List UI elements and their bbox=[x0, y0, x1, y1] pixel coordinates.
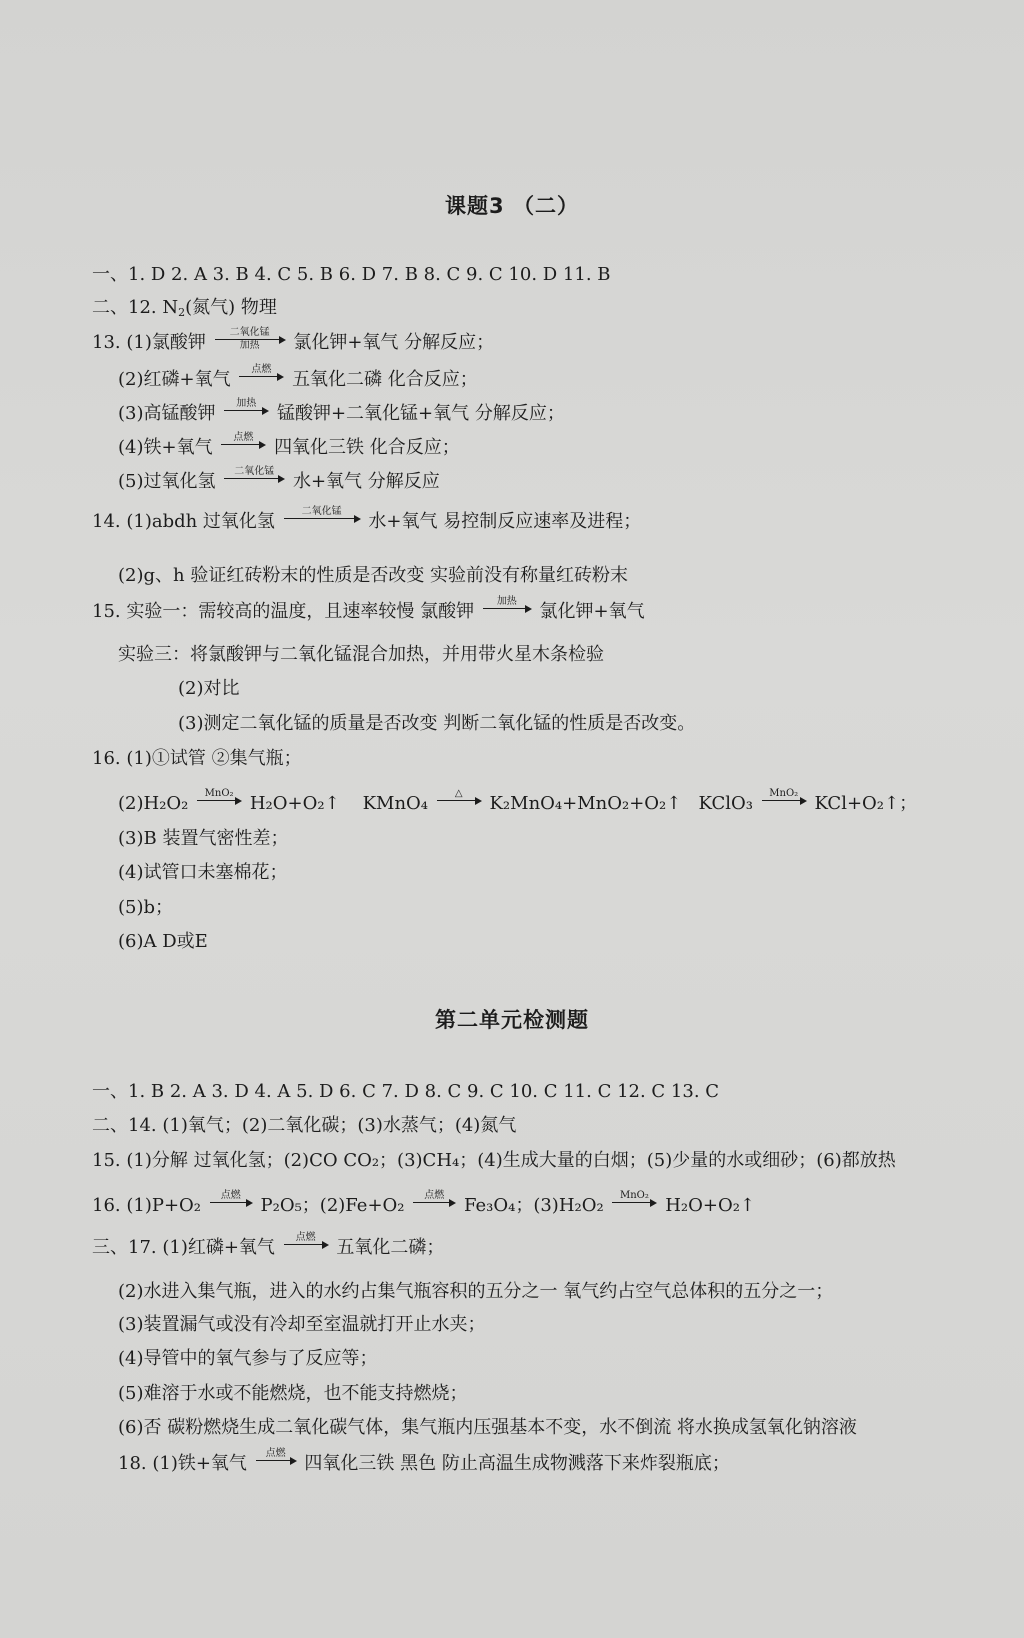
arrow-shaft bbox=[256, 1460, 291, 1461]
arrow-condition-top: MnO₂ bbox=[204, 788, 234, 799]
section-title-2: 第二单元检测题 bbox=[435, 1008, 589, 1032]
text-segment: 五氧化二磷； bbox=[336, 1237, 445, 1258]
equation-line bbox=[92, 1234, 444, 1262]
arrow-condition-top: 二氧化锰 bbox=[301, 506, 342, 517]
arrow-shaft bbox=[221, 444, 260, 445]
reaction-arrow bbox=[210, 1190, 252, 1218]
arrow-condition-top: MnO₂ bbox=[769, 788, 799, 799]
answer-line: (6)否 碳粉燃烧生成二氧化碳气体，集气瓶内压强基本不变，水不倒流 将水换成氢氧化钠溶液 bbox=[118, 1417, 857, 1438]
answer-line: (3)装置漏气或没有冷却至室温就打开止水夹； bbox=[118, 1314, 486, 1335]
arrow-condition-top: △ bbox=[454, 788, 463, 799]
text-segment: 18. (1)铁+氧气 bbox=[118, 1453, 247, 1474]
reaction-arrow bbox=[284, 1232, 328, 1260]
text-segment: 锰酸钾+二氧化锰+氧气 分解反应； bbox=[276, 403, 565, 424]
formula: P₂O₅；(2)Fe+O₂ bbox=[260, 1195, 405, 1216]
formula: H₂O+O₂↑ bbox=[665, 1195, 755, 1216]
text-segment: 三、17. (1)红磷+氧气 bbox=[92, 1237, 275, 1258]
formula: P+O₂ bbox=[151, 1195, 202, 1216]
reaction-arrow bbox=[413, 1190, 455, 1218]
arrow-condition-top: MnO₂ bbox=[620, 1190, 649, 1201]
reaction-arrow bbox=[221, 432, 265, 460]
reaction-arrow bbox=[224, 466, 284, 494]
equation-line bbox=[118, 400, 565, 428]
formula: KCl+O₂↑； bbox=[814, 793, 918, 814]
arrow-shaft bbox=[197, 800, 236, 801]
formula: K₂MnO₄+MnO₂+O₂↑ bbox=[489, 793, 682, 814]
arrow-condition-bottom: 加热 bbox=[239, 340, 260, 351]
arrow-condition-top: 点燃 bbox=[424, 1190, 445, 1201]
reaction-arrow bbox=[437, 788, 481, 816]
arrow-condition-top: 加热 bbox=[236, 398, 257, 409]
text-segment: (3)高锰酸钾 bbox=[118, 403, 216, 424]
reaction-arrow bbox=[612, 1190, 656, 1218]
reaction-arrow bbox=[256, 1448, 296, 1476]
text-segment: 氯化钾+氧气 分解反应； bbox=[293, 332, 495, 353]
formula: KMnO₄ bbox=[362, 793, 429, 814]
text-segment: 水+氧气 分解反应 bbox=[292, 471, 440, 492]
answer-line: (4)导管中的氧气参与了反应等； bbox=[118, 1348, 378, 1369]
answer-line: 15. (1)分解 过氧化氢；(2)CO CO₂；(3)CH₄；(4)生成大量的白烟；(5)少量的水或细砂；(6)都放热 bbox=[92, 1150, 896, 1171]
text-segment: 水+氧气 易控制反应速率及进程； bbox=[368, 511, 642, 532]
arrow-condition-top: 二氧化锰 bbox=[229, 327, 270, 338]
answer-line: 16. (1)①试管 ②集气瓶； bbox=[92, 748, 302, 769]
subscript: 2 bbox=[178, 306, 186, 319]
text-segment: 二、12. N bbox=[92, 297, 179, 318]
equation-line bbox=[92, 1192, 755, 1220]
reaction-arrow bbox=[284, 506, 360, 534]
text-segment: (5)过氧化氢 bbox=[118, 471, 216, 492]
equation-line bbox=[92, 329, 494, 357]
formula: H₂O₂ bbox=[143, 793, 189, 814]
text-segment: 15. 实验一：需较高的温度，且速率较慢 氯酸钾 bbox=[92, 601, 475, 622]
reaction-arrow bbox=[197, 788, 241, 816]
arrow-condition-top: 点燃 bbox=[265, 1448, 286, 1459]
arrow-shaft bbox=[210, 1202, 247, 1203]
equation-line bbox=[92, 508, 641, 536]
arrow-shaft bbox=[239, 376, 278, 377]
equation-line bbox=[92, 598, 645, 626]
equation-line bbox=[118, 366, 478, 394]
arrow-shaft bbox=[612, 1202, 651, 1203]
formula: KClO₃ bbox=[698, 793, 753, 814]
formula: H₂O+O₂↑ bbox=[249, 793, 340, 814]
arrow-condition-top: 点燃 bbox=[295, 1232, 316, 1243]
reaction-arrow bbox=[483, 596, 531, 624]
arrow-shaft bbox=[224, 410, 263, 411]
answer-line: (2)对比 bbox=[178, 678, 240, 699]
answer-line: (4)试管口未塞棉花； bbox=[118, 862, 288, 883]
arrow-shaft bbox=[224, 478, 279, 479]
answer-line: (2)水进入集气瓶，进入的水约占集气瓶容积的五分之一 氧气约占空气总体积的五分之一； bbox=[118, 1281, 834, 1302]
arrow-shaft bbox=[284, 1244, 323, 1245]
answer-line: (2)g、h 验证红砖粉末的性质是否改变 实验前没有称量红砖粉末 bbox=[118, 565, 629, 586]
text-segment: 氯化钾+氧气 bbox=[539, 601, 645, 622]
equation-line bbox=[118, 790, 917, 818]
arrow-shaft bbox=[762, 800, 801, 801]
reaction-arrow bbox=[239, 364, 283, 392]
arrow-condition-top: 点燃 bbox=[220, 1190, 241, 1201]
answer-line: (3)测定二氧化锰的质量是否改变 判断二氧化锰的性质是否改变。 bbox=[178, 713, 696, 734]
arrow-shaft bbox=[215, 339, 280, 340]
answer-line: 一、1. B 2. A 3. D 4. A 5. D 6. C 7. D 8. C 9. C 10. C 11. C 12. C 13. C bbox=[92, 1081, 720, 1102]
reaction-arrow bbox=[762, 788, 806, 816]
answer-line: 实验三：将氯酸钾与二氧化锰混合加热，并用带火星木条检验 bbox=[118, 644, 604, 665]
arrow-condition-top: 点燃 bbox=[233, 432, 254, 443]
text-segment: 13. (1)氯酸钾 bbox=[92, 332, 206, 353]
formula: Fe₃O₄；(3)H₂O₂ bbox=[463, 1195, 604, 1216]
section-title-1: 课题3 （二） bbox=[445, 194, 579, 218]
answer-line: (6)A D或E bbox=[118, 931, 208, 952]
text-segment: (2) bbox=[118, 793, 144, 814]
text-segment: (氮气) 物理 bbox=[185, 297, 277, 318]
answer-line bbox=[92, 296, 277, 320]
text-segment: 四氧化三铁 化合反应； bbox=[274, 437, 460, 458]
arrow-condition-top: 点燃 bbox=[251, 364, 272, 375]
text-segment: 四氧化三铁 黑色 防止高温生成物溅落下来炸裂瓶底； bbox=[304, 1453, 730, 1474]
arrow-condition-top: 二氧化锰 bbox=[234, 466, 275, 477]
answer-line: (3)B 装置气密性差； bbox=[118, 828, 289, 849]
text-segment: 五氧化二磷 化合反应； bbox=[292, 369, 478, 390]
arrow-shaft bbox=[483, 608, 526, 609]
reaction-arrow bbox=[224, 398, 268, 426]
arrow-shaft bbox=[284, 518, 355, 519]
answer-line: 一、1. D 2. A 3. B 4. C 5. B 6. D 7. B 8. C 9. C 10. D 11. B bbox=[92, 264, 611, 285]
reaction-arrow bbox=[215, 327, 285, 355]
arrow-shaft bbox=[413, 1202, 450, 1203]
answer-line: (5)b； bbox=[118, 897, 174, 918]
text-segment: (2)红磷+氧气 bbox=[118, 369, 231, 390]
answer-line: (5)难溶于水或不能燃烧，也不能支持燃烧； bbox=[118, 1383, 468, 1404]
arrow-condition-top: 加热 bbox=[496, 596, 517, 607]
text-segment: 14. (1)abdh 过氧化氢 bbox=[92, 511, 275, 532]
arrow-shaft bbox=[437, 800, 476, 801]
text-segment: (4)铁+氧气 bbox=[118, 437, 213, 458]
equation-line bbox=[118, 468, 440, 496]
equation-line bbox=[118, 1450, 730, 1478]
text-segment: 16. (1) bbox=[92, 1195, 152, 1216]
answer-line: 二、14. (1)氧气；(2)二氧化碳；(3)水蒸气；(4)氮气 bbox=[92, 1115, 517, 1136]
equation-line bbox=[118, 434, 460, 462]
